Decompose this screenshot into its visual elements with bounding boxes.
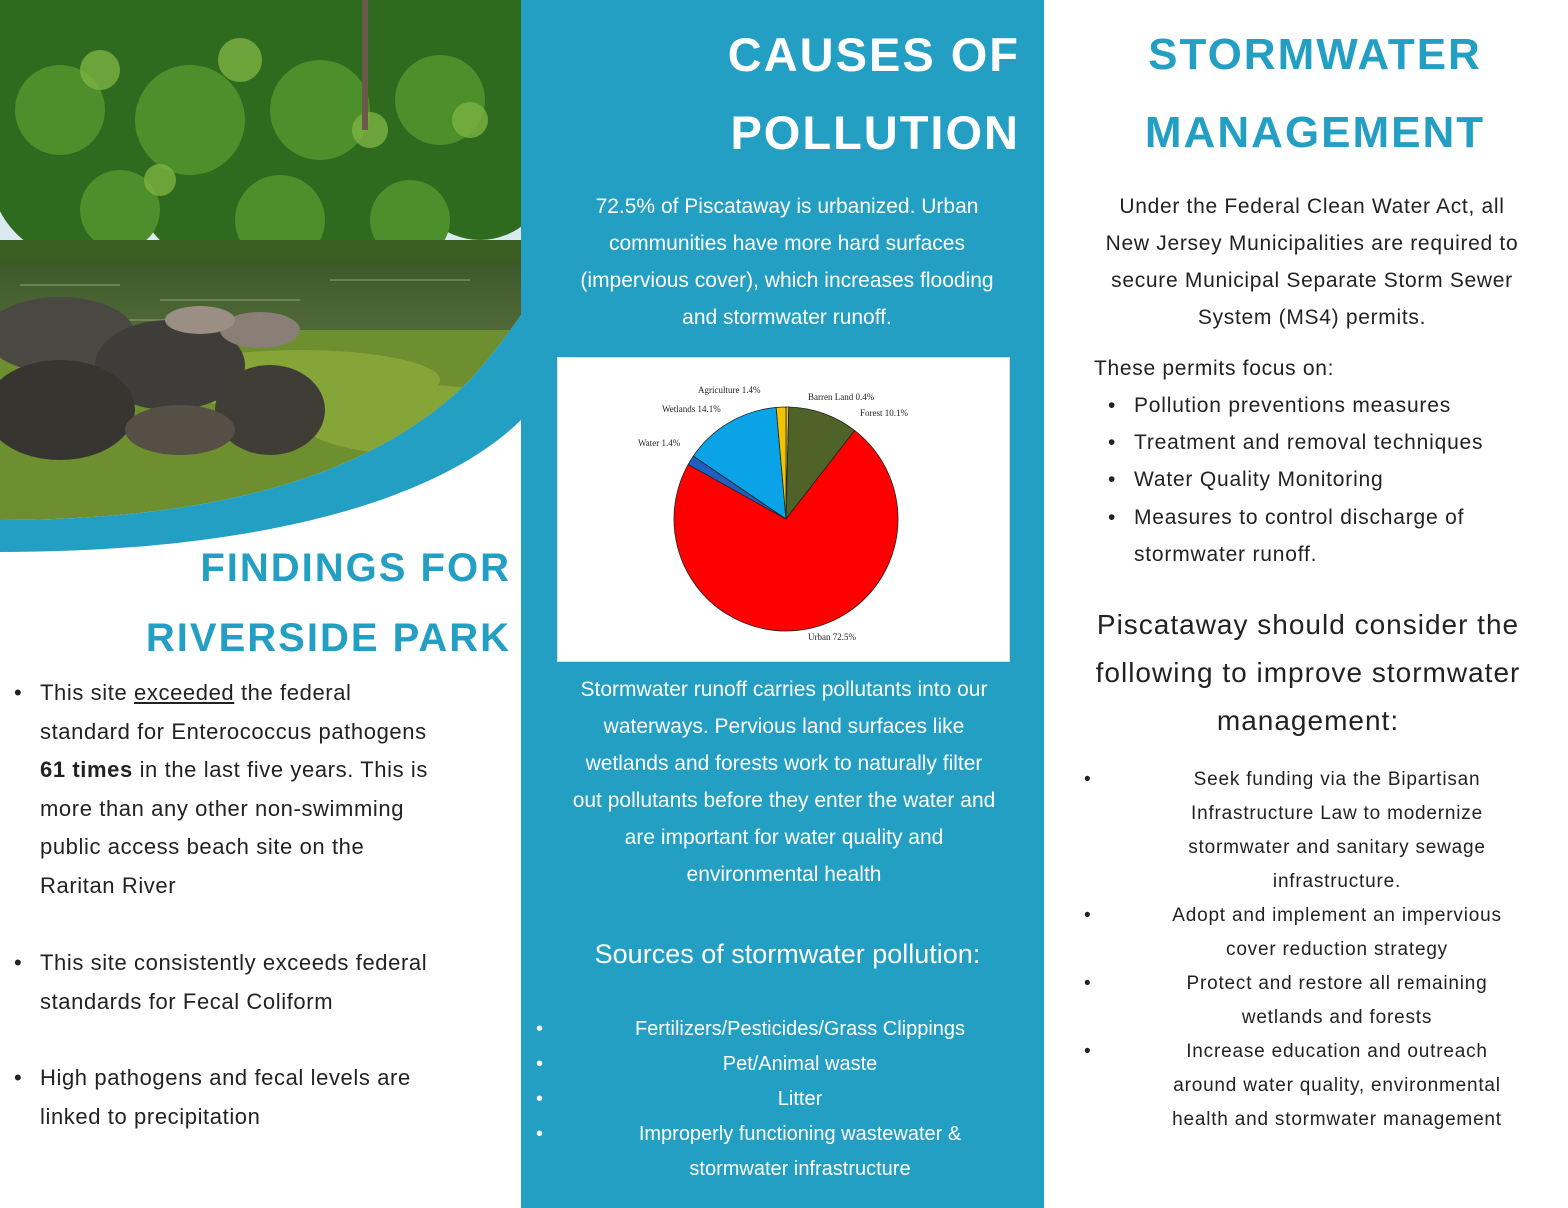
bullet-dot: • [1108,468,1117,492]
recommendation-item-text: cover reduction strategy [1226,939,1448,960]
b1-pre: This site [40,680,135,705]
bullet-dot: • [1108,505,1117,529]
pie-label-urban: Urban 72.5% [808,632,856,642]
b1-line3: in the last five years. This is [132,757,428,782]
bullet-dot: • [1084,1041,1092,1062]
recommendation-item-text: Adopt and implement an impervious [1172,905,1502,926]
consider-line: following to improve stormwater [1095,657,1521,688]
recommendation-item [1084,899,1568,967]
causes-title-line1: CAUSES OF [727,28,1020,81]
recommendation-item-text: Infrastructure Law to modernize [1191,803,1483,824]
source-item [536,1082,1044,1117]
source-item [536,1117,1044,1187]
permit-item [1108,387,1568,424]
intro-line: (impervious cover), which increases flooding [580,269,994,292]
intro-line: and stormwater runoff. [682,306,892,329]
b2-line: This site consistently exceeds federal [40,950,428,975]
source-item-text: Litter [777,1088,823,1110]
pie-label-forest: Forest 10.1% [860,408,908,418]
b1-bold-count: 61 times [40,757,133,782]
pie-label-barren-land: Barren Land 0.4% [808,392,875,402]
bullet-dot: • [536,1053,544,1075]
permit-item-text: Treatment and removal techniques [1134,431,1484,455]
runoff-line: are important for water quality and [624,826,944,849]
b1-post: the federal [234,680,352,705]
consider-line: management: [1216,705,1400,736]
runoff-line: environmental health [686,863,882,886]
b1-line2: standard for Enterococcus pathogens [40,718,427,744]
findings-title-line1: FINDINGS FOR [200,546,511,590]
b1-line6: Raritan River [40,872,177,898]
permit-item [1108,461,1568,498]
urbanized-intro [528,188,1046,336]
recommendation-item [1084,763,1568,899]
pie-svg [558,358,1009,661]
b2-line: standards for Fecal Coliform [40,988,334,1014]
bullet-dot: • [1084,769,1092,790]
intro-line: 72.5% of Piscataway is urbanized. Urban [595,195,979,218]
recommendation-item-text: health and stormwater management [1172,1109,1502,1130]
intro-line: communities have more hard surfaces [609,232,965,255]
bullet-dot: • [1108,394,1117,417]
recommendation-item [1084,1035,1568,1137]
source-item-text: Fertilizers/Pesticides/Grass Clippings [634,1018,966,1040]
source-item-text: Improperly functioning wastewater & [638,1123,962,1145]
recommendation-item-text: infrastructure. [1272,871,1402,892]
source-item-text: Pet/Animal waste [722,1053,878,1075]
permit-item-text: Pollution preventions measures [1134,394,1451,417]
runoff-line: wetlands and forests work to naturally filter [585,752,983,775]
causes-title-line2: POLLUTION [730,106,1020,159]
permit-item-text: Water Quality Monitoring [1134,468,1384,492]
permit-item [1108,499,1568,573]
recommendation-item-text: stormwater and sanitary sewage [1188,837,1486,858]
bullet-dot: • [536,1123,544,1145]
findings-bullet-2 [14,944,519,1021]
bullet-dot: • [14,680,23,705]
sw-intro-line: System (MS4) permits. [1197,306,1427,329]
source-item [536,1012,1044,1047]
findings-title-line2: RIVERSIDE PARK [145,616,511,660]
pie-label-wetlands: Wetlands 14.1% [662,404,721,414]
source-item-text: stormwater infrastructure [689,1158,911,1180]
permit-item-text: Measures to control discharge of [1134,505,1465,529]
consider-heading [1052,601,1564,745]
stormwater-title-line1: STORMWATER [1148,30,1482,79]
bullet-dot: • [1108,431,1117,455]
findings-bullet-1 [14,674,519,905]
b3-line: linked to precipitation [40,1103,261,1129]
recommendation-item-text: wetlands and forests [1241,1007,1433,1028]
recommendation-item-text: Seek funding via the Bipartisan [1193,769,1481,790]
b1-underlined: exceeded [134,680,235,705]
findings-bullet-3 [14,1059,519,1136]
b3-line: High pathogens and fecal levels are [40,1065,411,1090]
bullet-dot: • [536,1088,544,1110]
sw-intro-line: secure Municipal Separate Storm Sewer [1111,269,1513,292]
recommendation-item [1084,967,1568,1035]
recommendation-item-text: around water quality, environmental [1173,1075,1501,1096]
sources-heading: Sources of stormwater pollution: [594,939,981,969]
consider-line: Piscataway should consider the [1096,609,1520,640]
permit-item-text: stormwater runoff. [1134,542,1318,566]
sw-intro-line: Under the Federal Clean Water Act, all [1119,195,1505,218]
pie-label-agriculture: Agriculture 1.4% [698,385,761,395]
pie-label-water: Water 1.4% [638,438,681,448]
b1-line4: more than any other non-swimming [40,795,405,821]
runoff-line: out pollutants before they enter the water and [572,789,996,812]
source-item [536,1047,1044,1082]
bullet-dot: • [536,1018,544,1040]
bullet-dot: • [14,1065,23,1090]
bullet-dot: • [14,950,23,975]
runoff-text [524,671,1044,893]
permit-item [1108,424,1568,461]
bullet-dot: • [1084,905,1092,926]
runoff-line: waterways. Pervious land surfaces like [603,715,965,738]
stormwater-title-line2: MANAGEMENT [1144,108,1486,157]
b1-line5: public access beach site on the [40,834,365,859]
land-use-pie-chart [557,357,1010,662]
recommendation-item-text: Increase education and outreach [1186,1041,1488,1062]
sw-intro-line: New Jersey Municipalities are required to [1105,232,1519,255]
clean-water-act-intro [1056,188,1568,336]
permits-heading: These permits focus on: [1094,357,1335,380]
bullet-dot: • [1084,973,1092,994]
runoff-line: Stormwater runoff carries pollutants into our [580,678,988,701]
recommendation-item-text: Protect and restore all remaining [1186,973,1488,994]
